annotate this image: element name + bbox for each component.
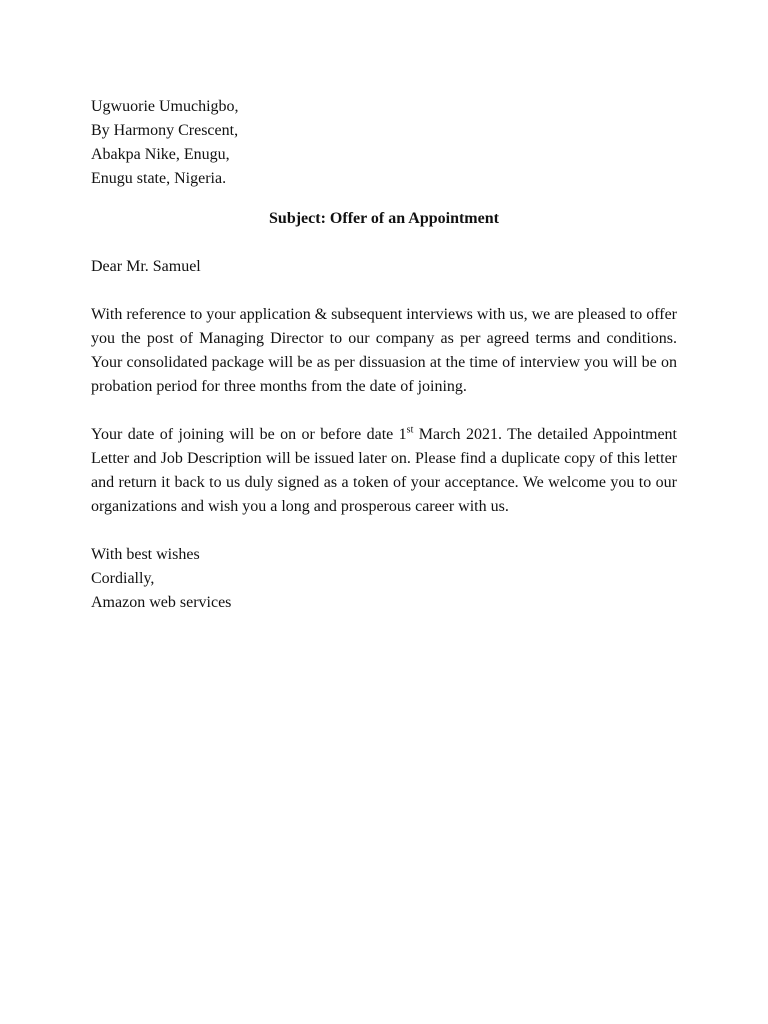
paragraph-2-continuation: March 2021. The detailed Appointment Letter and Job Description will be issued later on. Please find a duplicate copy of this letter and return it back to us duly signed as a token of your acceptance. We welcome you to our organizations and wish you a long and prosperous career with us. xyxy=(91,426,678,515)
joining-date-text: Your date of joining will be on or before date 1 xyxy=(91,426,407,443)
recipient-address xyxy=(91,95,677,191)
body-paragraph-1: With reference to your application & subsequent interviews with us, we are pleased to offer you the post of Managing Director to our company as per agreed terms and conditions. Your consolidated package will be as per dissuasion at the time of interview you will be on probation period for three months from the date of joining. xyxy=(91,306,677,395)
body-paragraph-2 xyxy=(91,423,677,519)
address-line: Abakpa Nike, Enugu, xyxy=(91,146,230,163)
address-line: Ugwuorie Umuchigbo, xyxy=(91,98,239,115)
date-ordinal-suffix: st xyxy=(406,424,414,436)
letter-subject: Subject: Offer of an Appointment xyxy=(269,210,499,227)
sender-name: Amazon web services xyxy=(91,594,232,611)
letter-content xyxy=(91,95,677,615)
address-line: Enugu state, Nigeria. xyxy=(91,170,227,187)
salutation: Dear Mr. Samuel xyxy=(91,258,201,275)
closing-block xyxy=(91,543,677,615)
closing-line: Cordially, xyxy=(91,570,155,587)
address-line: By Harmony Crescent, xyxy=(91,122,239,139)
closing-line: With best wishes xyxy=(91,546,200,563)
